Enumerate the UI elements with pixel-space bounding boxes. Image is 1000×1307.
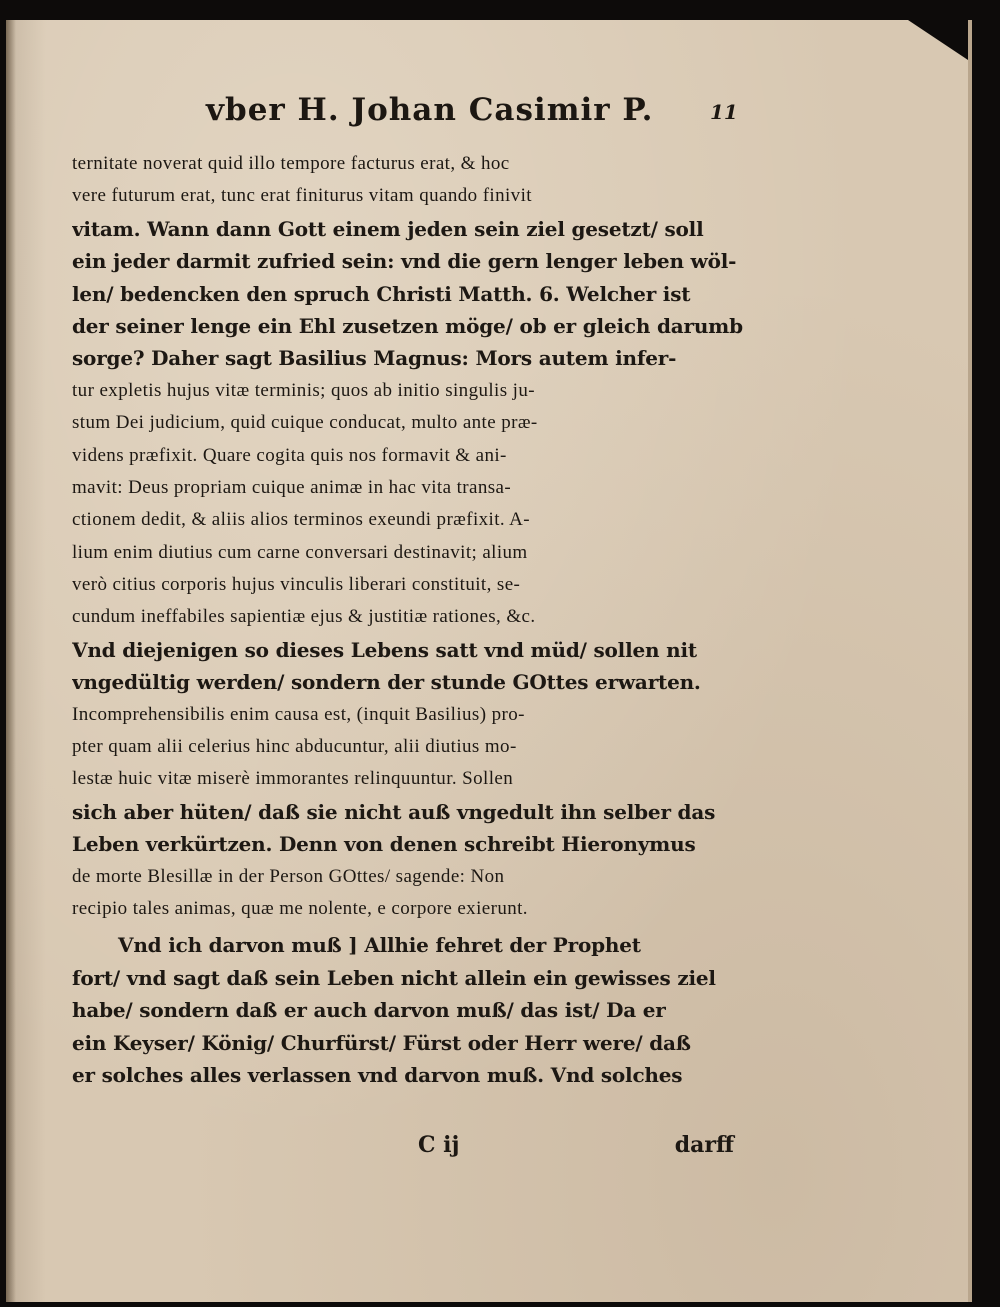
- text-line: de morte Blesillæ in der Person GOttes/ sagende: Non: [72, 865, 505, 887]
- text-line: ctionem dedit, & aliis alios terminos exeundi præfixit. A-: [72, 509, 531, 531]
- text-line: lium enim diutius cum carne conversari destinavit; alium: [72, 541, 528, 563]
- text-line: Vnd ich darvon muß ] Allhie fehret der Prophet: [118, 933, 641, 958]
- text-line: recipio tales animas, quæ me nolente, e corpore exierunt.: [72, 897, 528, 919]
- text-line: fort/ vnd sagt daß sein Leben nicht allein ein gewisses ziel: [72, 965, 716, 990]
- text-line: er solches alles verlassen vnd darvon muß. Vnd solches: [72, 1062, 683, 1087]
- text-line: Incomprehensibilis enim causa est, (inquit Basilius) pro-: [72, 703, 525, 725]
- catchword: darff: [674, 1132, 734, 1158]
- text-line: vngedültig werden/ sondern der stunde GOttes erwarten.: [72, 670, 701, 695]
- text-line: vitam. Wann dann Gott einem jeden sein ziel gesetzt/ soll: [72, 216, 704, 241]
- text-line: ein Keyser/ König/ Churfürst/ Fürst oder Herr were/ daß: [72, 1030, 691, 1055]
- page-gutter-shadow: [6, 20, 16, 1302]
- page-number: 11: [710, 100, 738, 124]
- text-line: sorge? Daher sagt Basilius Magnus: Mors autem infer-: [72, 346, 677, 371]
- text-line: der seiner lenge ein Ehl zusetzen möge/ ob er gleich darumb: [72, 313, 743, 338]
- text-line: len/ bedencken den spruch Christi Matth. 6. Welcher ist: [72, 281, 691, 306]
- page-footer: [72, 1132, 744, 1168]
- running-head: vber H. Johan Casimir P.: [206, 92, 654, 128]
- text-line: vere futurum erat, tunc erat finiturus vitam quando finivit: [72, 185, 532, 207]
- text-line: lestæ huic vitæ miserè immorantes relinquuntur. Sollen: [72, 768, 514, 790]
- text-line: habe/ sondern daß er auch darvon muß/ das ist/ Da er: [72, 998, 666, 1023]
- text-line: Vnd diejenigen so dieses Lebens satt vnd müd/ sollen nit: [72, 637, 697, 662]
- text-line: mavit: Deus propriam cuique animæ in hac vita transa-: [72, 476, 512, 498]
- text-line: Leben verkürtzen. Denn von denen schreibt Hieronymus: [72, 832, 696, 857]
- page-corner-fold: [908, 20, 968, 60]
- body-text: [72, 148, 744, 1091]
- text-line: cundum ineffabiles sapientiæ ejus & justitiæ rationes, &c.: [72, 606, 536, 628]
- book-page: [6, 20, 972, 1302]
- text-line: ternitate noverat quid illo tempore facturus erat, & hoc: [72, 153, 510, 174]
- text-line: pter quam alii celerius hinc abducuntur, alii diutius mo-: [72, 736, 517, 758]
- text-line: sich aber hüten/ daß sie nicht auß vngedult ihn selber das: [72, 799, 716, 824]
- text-line: ein jeder darmit zufried sein: vnd die gern lenger leben wöl-: [72, 249, 737, 274]
- text-line: tur expletis hujus vitæ terminis; quos ab initio singulis ju-: [72, 379, 535, 401]
- text-line: verò citius corporis hujus vinculis liberari constituit, se-: [72, 574, 521, 596]
- text-line: videns præfixit. Quare cogita quis nos formavit & ani-: [72, 444, 507, 466]
- text-line: stum Dei judicium, quid cuique conducat, multo ante præ-: [72, 412, 538, 434]
- signature-mark: C ij: [418, 1132, 460, 1158]
